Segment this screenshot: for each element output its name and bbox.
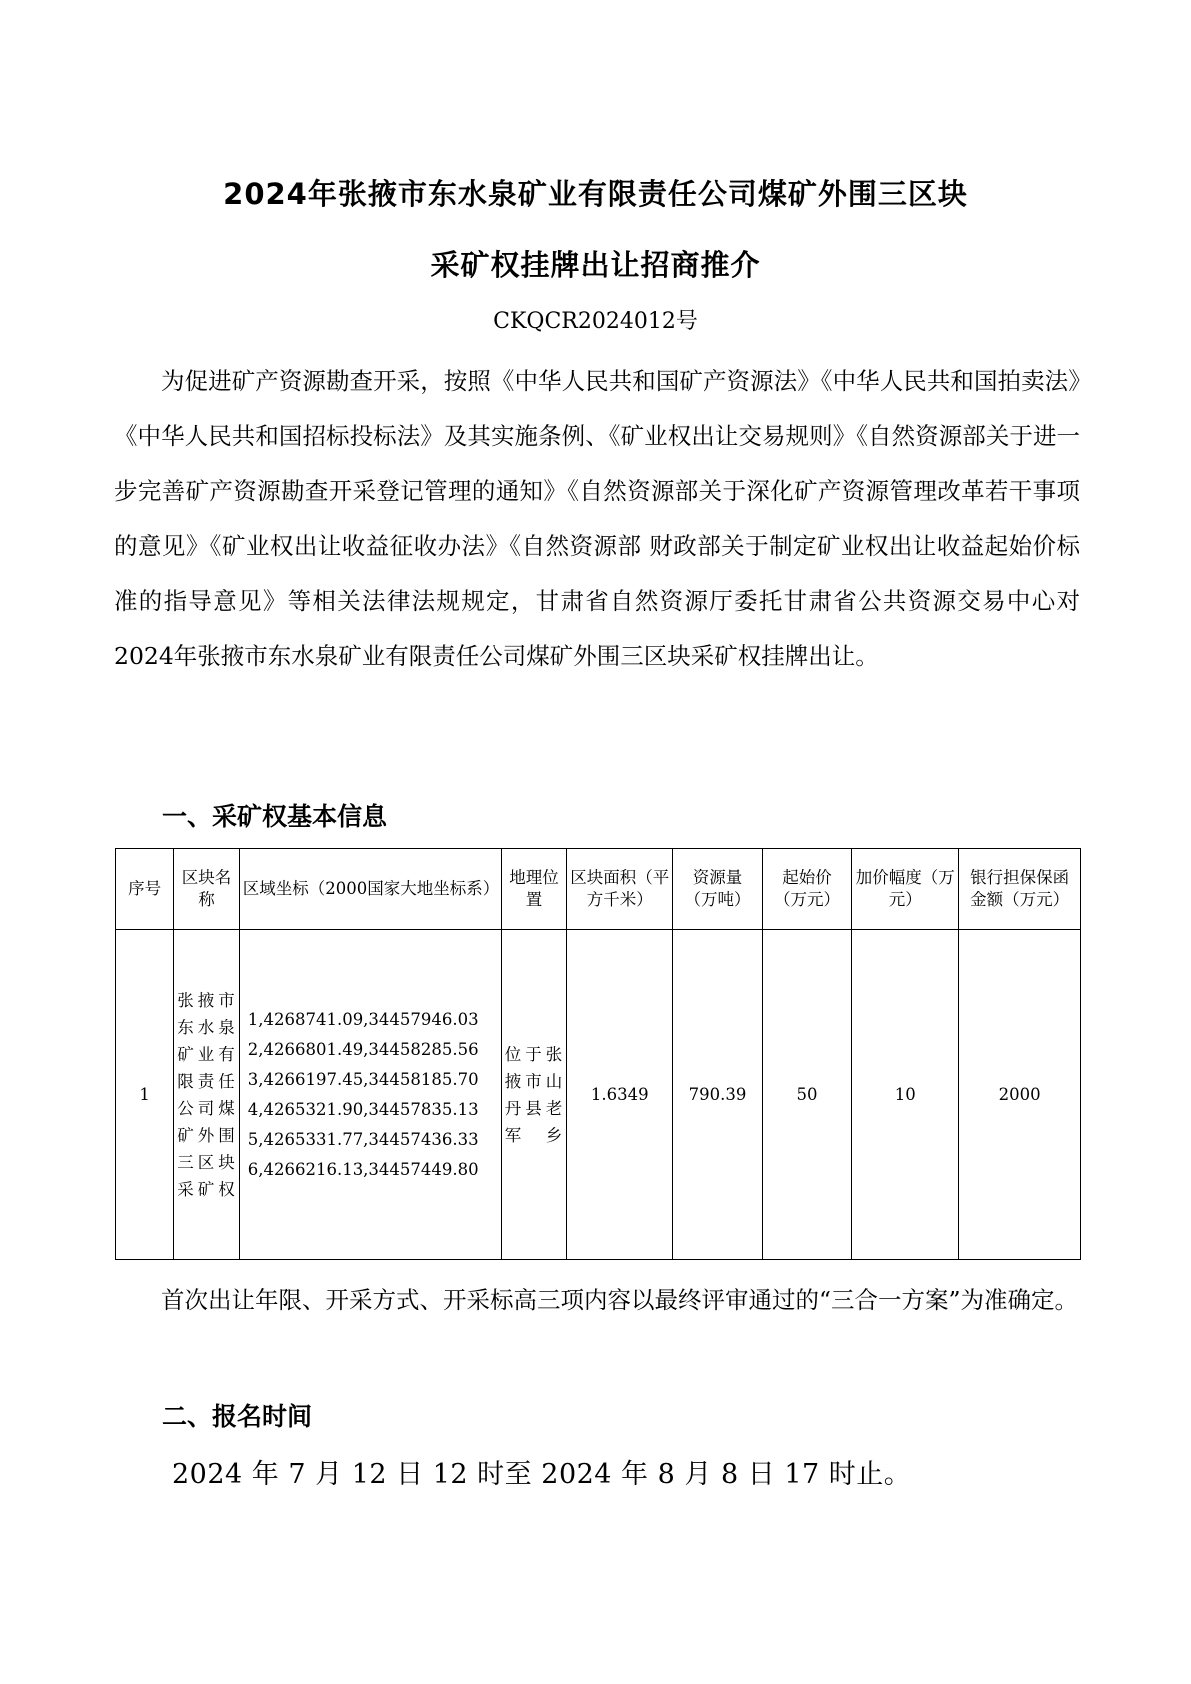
header-location: 地理位置	[501, 849, 567, 930]
header-guarantee: 银行担保保函金额（万元）	[959, 849, 1081, 930]
header-seq: 序号	[116, 849, 174, 930]
cell-coords: 1,4268741.09,34457946.03 2,4266801.49,34458285.56 3,4266197.45,34458185.70 4,4265321.90,34457835.13 5,4265331.77,34457436.33 6,4266216.13,34457449.80	[239, 930, 501, 1260]
table-row	[116, 930, 1081, 1260]
mining-rights-table	[115, 848, 1081, 1260]
cell-guarantee: 2000	[959, 930, 1081, 1260]
document-title-line-2: 采矿权挂牌出让招商推介	[430, 248, 761, 282]
section-heading-registration: 二、报名时间	[162, 1402, 313, 1431]
cell-start-price: 50	[762, 930, 851, 1260]
cell-resource: 790.39	[673, 930, 762, 1260]
header-increment: 加价幅度（万元）	[852, 849, 959, 930]
header-coords: 区域坐标（2000国家大地坐标系）	[239, 849, 501, 930]
cell-block-name: 张掖市东水泉矿业有限责任公司煤矿外围三区块采矿权	[174, 930, 240, 1260]
header-area: 区块面积（平方千米）	[567, 849, 673, 930]
section-heading-basic-info: 一、采矿权基本信息	[162, 802, 388, 831]
document-number: CKQCR2024012号	[493, 309, 698, 334]
cell-increment: 10	[852, 930, 959, 1260]
document-title-line-1: 2024年张掖市东水泉矿业有限责任公司煤矿外围三区块	[223, 177, 968, 211]
header-start-price: 起始价（万元）	[762, 849, 851, 930]
table-header-row	[116, 849, 1081, 930]
cell-location: 位于张掖市山丹县老军乡	[501, 930, 567, 1260]
note-paragraph: 首次出让年限、开采方式、开采标高三项内容以最终评审通过的“三合一方案”为准确定。	[161, 1286, 1079, 1314]
cell-area: 1.6349	[567, 930, 673, 1260]
header-resource: 资源量（万吨）	[673, 849, 762, 930]
registration-time: 2024 年 7 月 12 日 12 时至 2024 年 8 月 8 日 17 时止。	[172, 1459, 912, 1490]
header-block-name: 区块名称	[174, 849, 240, 930]
cell-seq: 1	[116, 930, 174, 1260]
intro-paragraph: 为促进矿产资源勘查开采，按照《中华人民共和国矿产资源法》《中华人民共和国拍卖法》《中华人民共和国招标投标法》及其实施条例、《矿业权出让交易规则》《自然资源部关于进一步完善矿产资源勘查开采登记管理的通知》《自然资源部关于深化矿产资源管理改革若干事项的意见》《矿业权出让收益征收办法》《自然资源部 财政部关于制定矿业权出让收益起始价标准的指导意见》等相关法律法规规定，甘肃省自然资源厅委托甘肃省公共资源交易中心对2024年张掖市东水泉矿业有限责任公司煤矿外围三区块采矿权挂牌出让。	[114, 367, 1080, 670]
